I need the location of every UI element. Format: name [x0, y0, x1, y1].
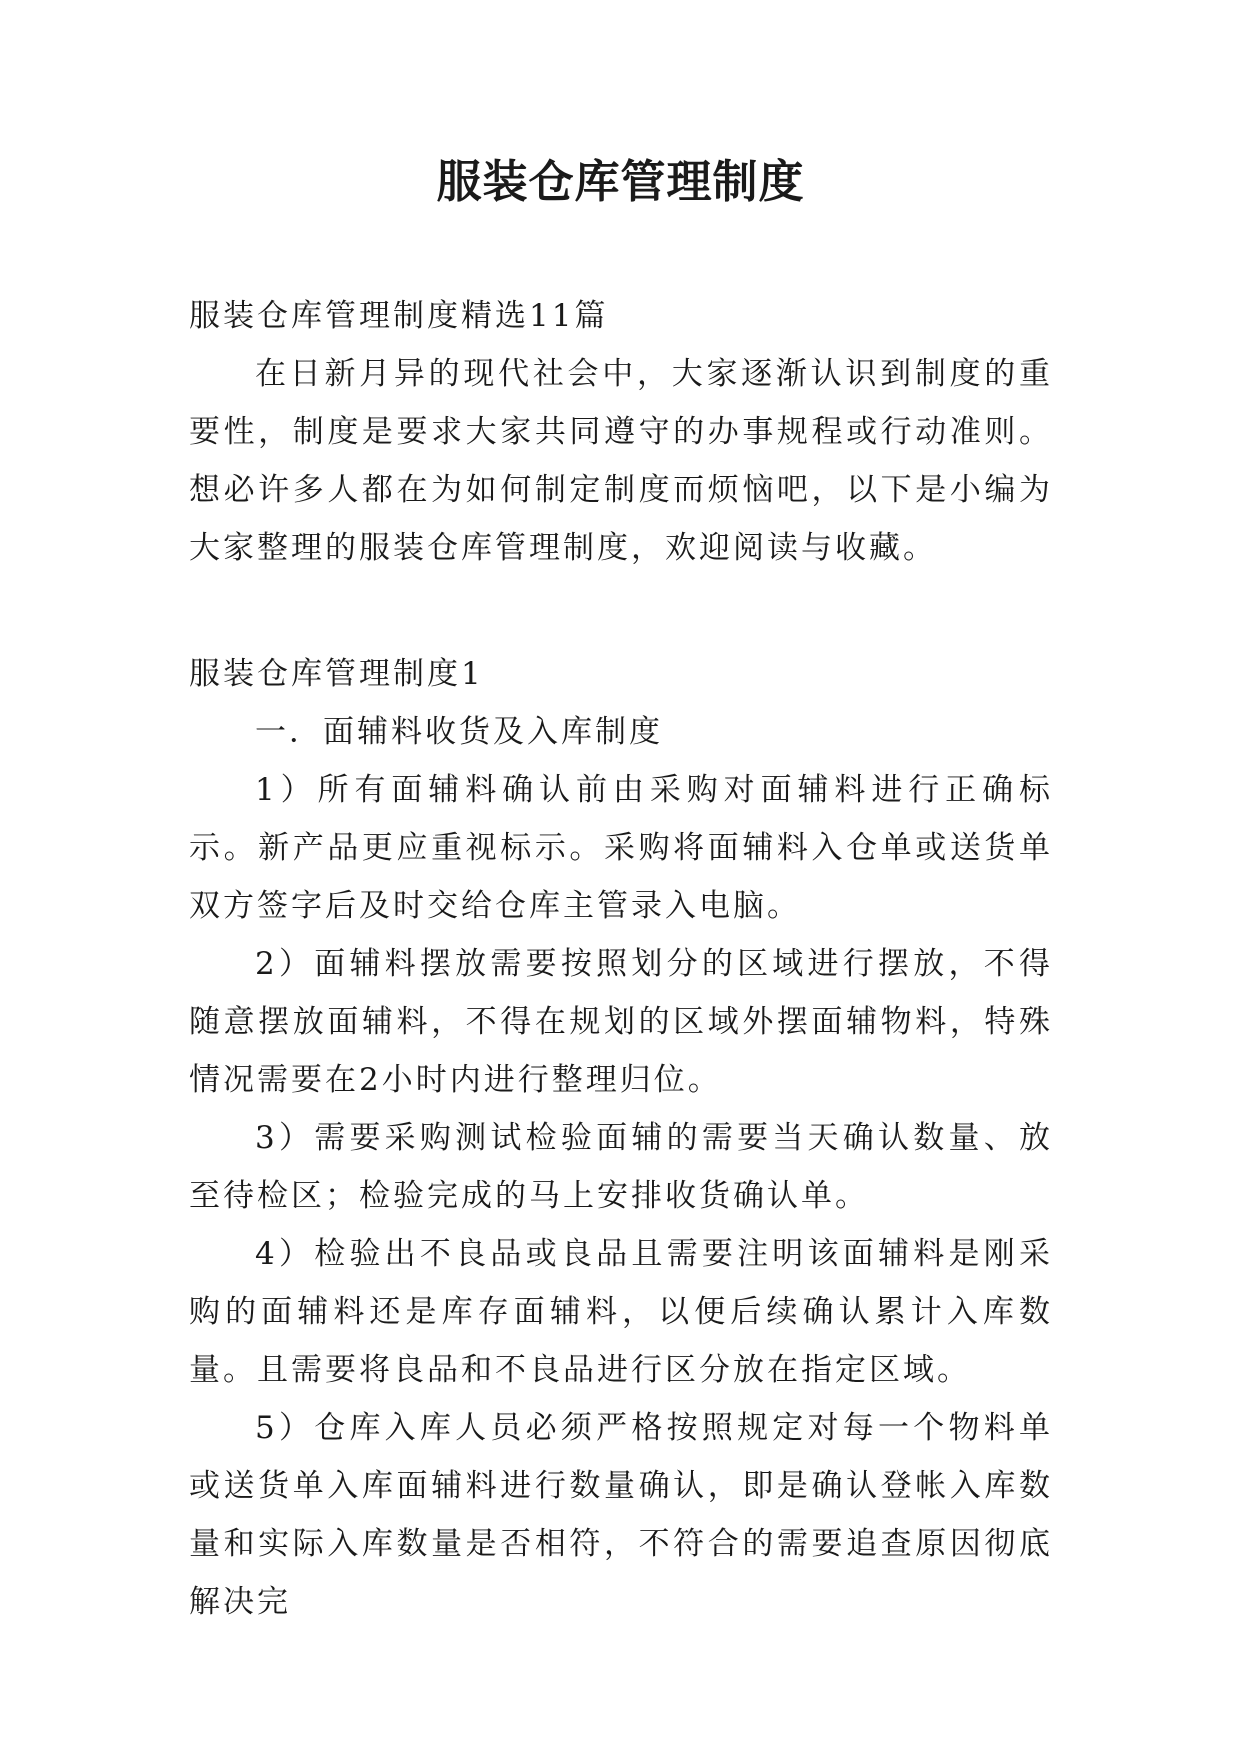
- section-title: 服装仓库管理制度1: [189, 656, 484, 692]
- list-item: 4）检验出不良品或良品且需要注明该面辅料是刚采购的面辅料还是库存面辅料，以便后续确认累计入库数量。且需要将良品和不良品进行区分放在指定区域。: [189, 1236, 1053, 1388]
- list-item: 5）仓库入库人员必须严格按照规定对每一个物料单或送货单入库面辅料进行数量确认，即是确认登帐入库数量和实际入库数量是否相符，不符合的需要追查原因彻底解决完: [189, 1410, 1053, 1620]
- intro-paragraph: 在日新月异的现代社会中，大家逐渐认识到制度的重要性，制度是要求大家共同遵守的办事规程或行动准则。想必许多人都在为如何制定制度而烦恼吧，以下是小编为大家整理的服装仓库管理制度，欢迎阅读与收藏。: [189, 356, 1053, 566]
- list-item: 2）面辅料摆放需要按照划分的区域进行摆放，不得随意摆放面辅料，不得在规划的区域外摆面辅物料，特殊情况需要在2小时内进行整理归位。: [189, 946, 1053, 1098]
- document-subtitle: 服装仓库管理制度精选11篇: [189, 298, 609, 334]
- section-subheading: 一．面辅料收货及入库制度: [255, 714, 663, 750]
- document-body: [189, 287, 1053, 1631]
- list-item: 1）所有面辅料确认前由采购对面辅料进行正确标示。新产品更应重视标示。采购将面辅料入仓单或送货单双方签字后及时交给仓库主管录入电脑。: [189, 772, 1053, 924]
- document-title: 服装仓库管理制度: [436, 155, 805, 208]
- list-item: 3）需要采购测试检验面辅的需要当天确认数量、放至待检区；检验完成的马上安排收货确认单。: [189, 1120, 1053, 1214]
